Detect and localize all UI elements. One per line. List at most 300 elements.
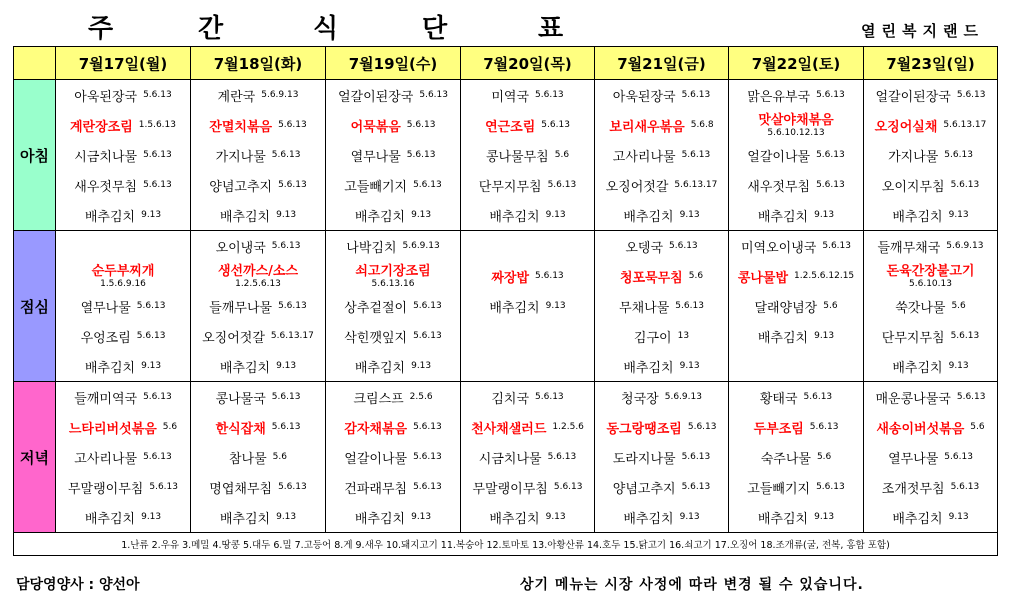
- menu-item: [864, 261, 997, 291]
- dish-name: 양념고추지: [612, 481, 676, 497]
- menu-item: [595, 140, 728, 170]
- menu-cell: [864, 231, 998, 382]
- allergen-codes: 9.13: [545, 210, 566, 220]
- menu-item: [595, 261, 728, 291]
- menu-cell: [595, 382, 729, 533]
- menu-item: [595, 110, 728, 140]
- day-header: 7월19일(수): [326, 47, 461, 80]
- allergen-codes: 5.6.13: [553, 482, 583, 492]
- allergen-codes: 9.13: [679, 512, 700, 522]
- dish-name: 양념고추지: [209, 179, 273, 195]
- menu-item: [595, 472, 728, 502]
- allergen-codes: 9.13: [545, 301, 566, 311]
- menu-item: [461, 291, 594, 321]
- allergen-codes: 5.6.9.13: [402, 241, 440, 251]
- allergen-codes: 5.6: [823, 301, 838, 311]
- allergen-codes: 9.13: [814, 331, 835, 341]
- menu-cell: [326, 231, 461, 382]
- dish-name: 들깨미역국: [74, 391, 138, 407]
- allergen-codes: 5.6.13: [406, 120, 436, 130]
- dish-name: 들깨무나물: [209, 300, 273, 316]
- menu-cell: [729, 382, 864, 533]
- allergen-codes: 5.6.13.17: [270, 331, 314, 341]
- menu-item: [56, 261, 190, 291]
- dish-name: 배추김치: [219, 511, 271, 527]
- menu-item: [864, 472, 997, 502]
- menu-item: [191, 261, 325, 291]
- menu-item: [595, 291, 728, 321]
- menu-item: [461, 502, 594, 532]
- allergen-codes: 5.6.13: [675, 301, 704, 311]
- menu-item: [864, 80, 997, 110]
- dish-name: 열무나물: [80, 300, 131, 316]
- menu-item: [729, 140, 863, 170]
- dish-name: 잔멸치볶음: [209, 119, 273, 135]
- allergen-codes: 5.6.13: [278, 120, 307, 130]
- allergen-codes: 2.5.6: [409, 392, 433, 402]
- menu-item: [595, 80, 728, 110]
- menu-item: [461, 110, 594, 140]
- dish-name: 숙주나물: [760, 451, 811, 467]
- menu-item: [191, 412, 325, 442]
- menu-cell: [191, 382, 326, 533]
- dish-name: 매운콩나물국: [875, 391, 951, 407]
- dish-name: 동그랑땡조림: [606, 421, 682, 437]
- allergen-codes: 5.6: [162, 422, 178, 432]
- menu-item: [461, 472, 594, 502]
- menu-item: [864, 110, 997, 140]
- allergen-codes: 5.6.13: [944, 150, 973, 160]
- allergen-codes: 5.6.13: [413, 452, 442, 462]
- menu-item: [729, 200, 863, 230]
- allergen-codes: 9.13: [276, 512, 297, 522]
- dish-name: 배추김치: [489, 300, 540, 316]
- menu-item: [595, 351, 728, 381]
- menu-item: [729, 382, 863, 412]
- dish-name: 천사채샐러드: [471, 421, 547, 437]
- allergen-codes: 5.6.13: [803, 392, 833, 402]
- title-char: 주: [88, 14, 114, 44]
- menu-item: [864, 382, 997, 412]
- menu-item: [595, 231, 728, 261]
- dish-name: 두부조림: [753, 421, 804, 437]
- menu-item: [461, 140, 594, 170]
- allergen-codes: 5.6.9.13: [664, 392, 702, 402]
- dish-name: 미역국: [491, 89, 530, 105]
- allergen-codes: 5.6.13: [687, 422, 717, 432]
- dish-name: 고들빼기지: [344, 179, 408, 195]
- menu-item: [326, 231, 460, 261]
- allergen-codes: 1.2.5.6: [552, 422, 584, 432]
- allergen-codes: 5.6.13: [535, 90, 564, 100]
- dish-name: 맑은유부국: [747, 89, 811, 105]
- dish-name: 고사리나물: [612, 149, 676, 165]
- dish-name: 청국장: [621, 391, 659, 407]
- menu-item: [729, 110, 863, 140]
- allergen-codes: 1.2.5.6.13: [235, 279, 281, 289]
- menu-item: [191, 231, 325, 261]
- dish-name: 짜장밥: [491, 270, 530, 286]
- dish-name: 배추김치: [84, 209, 136, 225]
- dish-name: 단무지무침: [881, 330, 945, 346]
- allergen-codes: 5.6.13.16: [371, 279, 415, 289]
- dish-name: 오징어실채: [874, 119, 938, 135]
- menu-cell: [864, 80, 998, 231]
- allergen-codes: 5.6: [272, 452, 287, 462]
- menu-item: [191, 351, 325, 381]
- allergen-codes: 5.6.13: [278, 301, 307, 311]
- dish-name: 배추김치: [84, 360, 136, 376]
- dish-name: 배추김치: [892, 360, 943, 376]
- menu-item: [56, 382, 190, 412]
- allergen-codes: 5.6.13: [271, 422, 301, 432]
- allergen-codes: 5.6.13: [149, 482, 178, 492]
- day-header: 7월18일(화): [191, 47, 326, 80]
- allergen-codes: 5.6.13: [944, 452, 973, 462]
- title-char: 간: [198, 14, 224, 44]
- menu-item: [729, 321, 863, 351]
- dish-name: 배추김치: [489, 209, 540, 225]
- menu-item: [191, 110, 325, 140]
- menu-item: [56, 140, 190, 170]
- menu-item: [326, 351, 460, 381]
- menu-item: [56, 110, 190, 140]
- menu-item: [326, 291, 460, 321]
- dish-name: 청포묵무침: [619, 270, 683, 286]
- dish-name: 한식잡채: [215, 421, 266, 437]
- dish-name: 오이지무침: [881, 179, 945, 195]
- allergen-codes: 5.6.13: [143, 90, 172, 100]
- menu-cell: [461, 231, 595, 382]
- menu-cell: [191, 231, 326, 382]
- day-header: 7월22일(토): [729, 47, 864, 80]
- allergen-codes: 9.13: [276, 210, 297, 220]
- menu-item: [191, 140, 325, 170]
- menu-item: [461, 412, 594, 442]
- allergen-codes: 5.6.13.17: [943, 120, 987, 130]
- dish-name: 어묵볶음: [350, 119, 401, 135]
- dish-name: 배추김치: [354, 360, 406, 376]
- menu-item: [326, 321, 460, 351]
- allergen-codes: 9.13: [411, 512, 432, 522]
- dish-name: 생선까스/소스: [217, 264, 299, 279]
- dish-name: 얼갈이나물: [344, 451, 408, 467]
- dish-name: 아욱된장국: [612, 89, 676, 105]
- dish-name: 김치국: [491, 391, 530, 407]
- allergen-codes: 5.6.13: [143, 180, 172, 190]
- menu-item: [461, 231, 594, 261]
- allergen-codes: 5.6: [554, 150, 570, 160]
- header-corner: [14, 47, 56, 80]
- allergen-codes: 5.6.13: [419, 90, 448, 100]
- allergen-codes: 9.13: [814, 512, 835, 522]
- menu-change-notice: 상기 메뉴는 시장 사정에 따라 변경 될 수 있습니다.: [520, 577, 864, 593]
- allergen-codes: 5.6.13: [136, 331, 166, 341]
- allergen-codes: 5.6.13: [816, 90, 845, 100]
- allergen-codes: 5.6.8: [690, 120, 714, 130]
- day-header: 7월17일(월): [56, 47, 191, 80]
- menu-cell: [461, 382, 595, 533]
- menu-item: [729, 261, 863, 291]
- allergen-codes: 5.6.13: [809, 422, 839, 432]
- menu-item: [326, 140, 460, 170]
- menu-item: [56, 80, 190, 110]
- dish-name: 배추김치: [623, 209, 674, 225]
- allergen-codes: 5.6: [951, 301, 966, 311]
- allergen-codes: 5.6.13: [143, 392, 172, 402]
- dish-name: 감자채볶음: [344, 421, 408, 437]
- menu-item: [864, 502, 997, 532]
- dish-name: 쑥갓나물: [895, 300, 946, 316]
- title-row: [0, 0, 1010, 46]
- dish-name: 콩나물국: [215, 391, 266, 407]
- menu-item: [729, 231, 863, 261]
- dish-name: 오이냉국: [215, 240, 266, 256]
- menu-item: [729, 412, 863, 442]
- menu-item: [595, 412, 728, 442]
- dinner-label: 저녁: [14, 382, 56, 533]
- menu-item: [326, 382, 460, 412]
- menu-item: [56, 231, 190, 261]
- menu-item: [864, 140, 997, 170]
- dish-name: 계란국: [217, 89, 256, 105]
- allergen-codes: 9.13: [141, 361, 162, 371]
- menu-item: [729, 442, 863, 472]
- dish-name: 새우젓무침: [74, 179, 138, 195]
- dinner-row: [14, 382, 998, 533]
- menu-item: [56, 442, 190, 472]
- allergen-codes: 9.13: [679, 210, 700, 220]
- allergen-codes: 5.6.13: [681, 452, 711, 462]
- menu-item: [729, 80, 863, 110]
- allergen-codes: 9.13: [814, 210, 835, 220]
- menu-item: [56, 351, 190, 381]
- dish-name: 열무나물: [888, 451, 939, 467]
- allergen-codes: 9.13: [948, 210, 969, 220]
- allergen-codes: 5.6.13: [413, 422, 442, 432]
- dish-name: 나박김치: [346, 240, 397, 256]
- dish-name: 황태국: [759, 391, 798, 407]
- lunch-row: [14, 231, 998, 382]
- menu-item: [191, 472, 325, 502]
- weekly-menu-table: [13, 46, 998, 556]
- allergen-codes: 5.6.13: [956, 90, 986, 100]
- menu-cell: [56, 382, 191, 533]
- menu-item: [864, 200, 997, 230]
- allergen-codes: 5.6.13: [816, 482, 845, 492]
- menu-cell: [595, 80, 729, 231]
- menu-item: [864, 291, 997, 321]
- menu-item: [326, 110, 460, 140]
- dish-name: 순두부찌개: [91, 264, 155, 279]
- dish-name: 배추김치: [757, 330, 809, 346]
- menu-item: [191, 200, 325, 230]
- title-char: 단: [422, 14, 448, 44]
- allergen-codes: 9.13: [276, 361, 297, 371]
- menu-item: [595, 382, 728, 412]
- menu-item: [864, 442, 997, 472]
- dish-name: 고사리나물: [74, 451, 138, 467]
- dish-name: 오징어젓갈: [605, 179, 669, 195]
- menu-cell: [56, 231, 191, 382]
- dish-name: 시금치나물: [478, 451, 542, 467]
- dish-name: 건파래무침: [344, 481, 408, 497]
- allergen-codes: 5.6.13: [271, 150, 301, 160]
- allergen-codes: 5.6.13: [143, 150, 172, 160]
- allergen-codes: 5.6.13: [956, 392, 986, 402]
- dietitian-name: 담당영양사 : 양선아: [16, 577, 140, 593]
- dish-name: 오징어젓갈: [202, 330, 265, 346]
- allergen-codes: 9.13: [948, 361, 969, 371]
- dish-name: 배추김치: [757, 511, 809, 527]
- menu-item: [729, 472, 863, 502]
- allergen-codes: 9.13: [679, 361, 700, 371]
- dish-name: 아욱된장국: [74, 89, 138, 105]
- allergen-codes: 5.6.13: [681, 90, 711, 100]
- day-header-row: [14, 47, 998, 80]
- menu-item: [864, 170, 997, 200]
- allergen-codes: 5.6.13: [822, 241, 851, 251]
- day-header: 7월20일(목): [461, 47, 595, 80]
- allergen-codes: 5.6.13: [271, 241, 301, 251]
- allergen-codes: 9.13: [411, 361, 432, 371]
- menu-item: [326, 442, 460, 472]
- allergen-codes: 5.6.13: [413, 482, 442, 492]
- menu-item: [864, 321, 997, 351]
- allergen-codes: 5.6.13: [143, 452, 172, 462]
- allergen-codes: 5.6.9.13: [261, 90, 299, 100]
- dish-name: 상추겉절이: [344, 300, 408, 316]
- dish-name: 콩나물무침: [485, 149, 549, 165]
- menu-item: [326, 502, 460, 532]
- menu-item: [461, 382, 594, 412]
- breakfast-row: [14, 80, 998, 231]
- allergen-codes: 5.6.9.13: [946, 241, 984, 251]
- breakfast-label: 아침: [14, 80, 56, 231]
- allergen-codes: 5.6.13: [278, 180, 307, 190]
- allergen-codes: 9.13: [948, 512, 969, 522]
- menu-cell: [56, 80, 191, 231]
- menu-item: [191, 442, 325, 472]
- menu-item: [595, 442, 728, 472]
- allergen-codes: 5.6.13: [271, 392, 301, 402]
- dish-name: 맛살야채볶음: [758, 113, 834, 128]
- menu-item: [326, 170, 460, 200]
- dish-name: 연근조림: [485, 119, 536, 135]
- menu-item: [191, 291, 325, 321]
- dish-name: 배추김치: [623, 360, 674, 376]
- allergy-legend-row: [14, 533, 998, 556]
- menu-item: [864, 231, 997, 261]
- allergen-codes: 1.2.5.6.12.15: [794, 271, 855, 281]
- allergen-codes: 5.6.10.13: [909, 279, 952, 289]
- allergen-codes: 5.6.13: [669, 241, 698, 251]
- allergen-codes: 9.13: [545, 512, 566, 522]
- menu-item: [729, 291, 863, 321]
- dish-name: 참나물: [228, 451, 267, 467]
- menu-item: [595, 170, 728, 200]
- allergen-codes: 5.6.13: [535, 271, 564, 281]
- allergen-codes: 5.6.13: [136, 301, 166, 311]
- dish-name: 쇠고기장조림: [355, 264, 431, 279]
- menu-item: [864, 412, 997, 442]
- menu-cell: [326, 382, 461, 533]
- dish-name: 배추김치: [757, 209, 809, 225]
- menu-item: [326, 472, 460, 502]
- allergen-codes: 13: [677, 331, 690, 341]
- menu-cell: [326, 80, 461, 231]
- dish-name: 얼갈이된장국: [338, 89, 414, 105]
- menu-item: [595, 321, 728, 351]
- allergen-codes: 5.6.13: [413, 180, 442, 190]
- dish-name: 배추김치: [489, 511, 540, 527]
- allergen-codes: 5.6.13: [541, 120, 570, 130]
- menu-item: [191, 321, 325, 351]
- dish-name: 크림스프: [353, 391, 404, 407]
- menu-item: [56, 200, 190, 230]
- menu-item: [326, 80, 460, 110]
- menu-item: [56, 502, 190, 532]
- dish-name: 무채나물: [619, 300, 670, 316]
- allergen-codes: 1.5.6.9.16: [100, 279, 146, 289]
- menu-cell: [461, 80, 595, 231]
- dish-name: 도라지나물: [612, 451, 676, 467]
- dish-name: 시금치나물: [74, 149, 138, 165]
- menu-item: [461, 351, 594, 381]
- menu-item: [56, 472, 190, 502]
- allergen-codes: 9.13: [411, 210, 432, 220]
- dish-name: 명엽채무침: [209, 481, 273, 497]
- menu-cell: [595, 231, 729, 382]
- dish-name: 삭힌깻잎지: [344, 330, 408, 346]
- title-char: 표: [538, 14, 564, 44]
- menu-item: [191, 502, 325, 532]
- organization-name: 열린복지랜드: [861, 22, 984, 40]
- dish-name: 김구이: [633, 330, 672, 346]
- menu-item: [56, 170, 190, 200]
- dish-name: 무말랭이무침: [472, 481, 548, 497]
- menu-item: [326, 200, 460, 230]
- dish-name: 얼갈이된장국: [875, 89, 951, 105]
- allergen-codes: 5.6.13: [413, 331, 442, 341]
- dish-name: 단무지무침: [478, 179, 542, 195]
- day-header: 7월21일(금): [595, 47, 729, 80]
- title-char: 식: [313, 14, 339, 44]
- dish-name: 가지나물: [215, 149, 266, 165]
- menu-item: [191, 80, 325, 110]
- dish-name: 배추김치: [219, 209, 271, 225]
- dish-name: 배추김치: [892, 209, 943, 225]
- allergy-legend: 1.난류 2.우유 3.메밀 4.땅콩 5.대두 6.밀 7.고등어 8.게 9.새우 10.돼지고기 11.복숭아 12.토마토 13.아황산류 14.호두 15.닭고기 16.쇠고기 17.오징어 18.조개류(굴, 전복, 홍합 포함): [14, 533, 998, 556]
- dish-name: 배추김치: [219, 360, 271, 376]
- dish-name: 들깨무채국: [877, 240, 941, 256]
- menu-cell: [191, 80, 326, 231]
- menu-item: [864, 351, 997, 381]
- allergen-codes: 5.6.10.12.13: [767, 128, 825, 138]
- allergen-codes: 5.6.13: [406, 150, 436, 160]
- dish-name: 보리새우볶음: [609, 119, 685, 135]
- menu-item: [729, 502, 863, 532]
- allergen-codes: 5.6.13: [547, 180, 577, 190]
- dish-name: 돈육간장불고기: [886, 264, 975, 279]
- dish-name: 얼갈이나물: [747, 149, 811, 165]
- dish-name: 우엉조림: [80, 330, 131, 346]
- menu-item: [461, 442, 594, 472]
- dish-name: 미역오이냉국: [741, 240, 817, 256]
- dish-name: 배추김치: [623, 511, 674, 527]
- menu-cell: [729, 231, 864, 382]
- allergen-codes: 5.6.13: [681, 482, 711, 492]
